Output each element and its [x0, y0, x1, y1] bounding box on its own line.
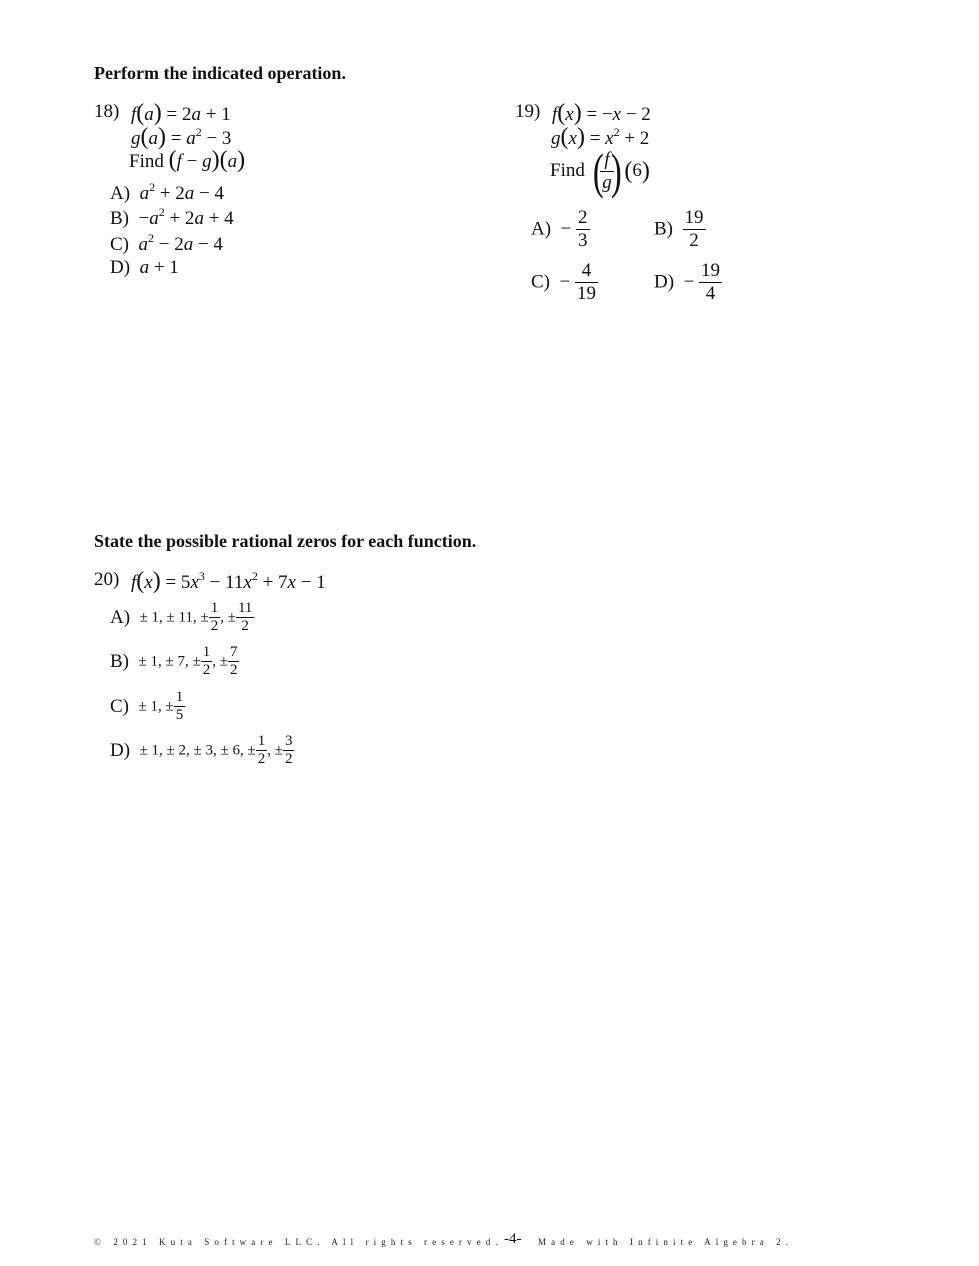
footer-copyright: © 2021 Kuta Software LLC. All rights reserved.	[94, 1237, 503, 1247]
find-expression: Find ( $\frac{f}{g}$ ) (6)	[550, 143, 650, 199]
choice-label: D)	[110, 739, 131, 761]
question-number: 18)	[94, 101, 120, 122]
choice-d[interactable]: D) ± 1, ± 2, ± 3, ± 6, ± $\frac{1}{2}$ , ± $\frac{3}{2}$	[110, 733, 293, 768]
find-label: Find	[129, 151, 164, 172]
choice-b[interactable]: B) $\frac{19}{2}$	[654, 207, 704, 251]
function-g-definition: $g(a) = a^2 - 3$	[131, 124, 232, 150]
find-expression: Find (f − g)(a)	[129, 147, 246, 173]
choice-b[interactable]: $B) -a^2 + 2a + 4$	[110, 205, 234, 229]
choice-a[interactable]: A) − $\frac{2}{3}$	[531, 207, 588, 251]
choice-a[interactable]: A) $a^2 + 2a - 4$	[110, 180, 224, 204]
choice-d[interactable]: D) a + 1	[110, 257, 179, 278]
choice-label: C)	[110, 234, 129, 255]
function-g-definition: $g(x) = x^2 + 2$	[551, 124, 650, 150]
choice-label: A)	[531, 218, 552, 240]
function-f-definition: f(a) = 2a + 1	[131, 100, 231, 126]
question-number: 20)	[94, 569, 120, 590]
choice-d[interactable]: D) − $\frac{19}{4}$	[654, 260, 721, 304]
find-argument: 6	[632, 160, 642, 181]
choice-a[interactable]: A) ± 1, ± 11, ± $\frac{1}{2}$ , ± $\frac{11}{2}$	[110, 600, 253, 635]
page-number: -4-	[504, 1231, 522, 1247]
choice-label: B)	[654, 218, 673, 240]
section-heading-operations: Perform the indicated operation.	[94, 63, 346, 83]
choice-b[interactable]: B) ± 1, ± 7, ± $\frac{1}{2}$ , ± $\frac{7}{2}$	[110, 644, 238, 679]
choice-label: A)	[110, 183, 131, 204]
question-number: 19)	[515, 101, 541, 122]
choice-label: D)	[654, 271, 675, 293]
function-f-definition: f(x) = −x − 2	[552, 100, 651, 126]
choice-c[interactable]: C) $a^2 - 2a - 4$	[110, 231, 223, 255]
choice-c[interactable]: C) ± 1, ± $\frac{1}{5}$	[110, 689, 184, 724]
choice-label: B)	[110, 650, 129, 672]
choice-label: D)	[110, 257, 131, 278]
function-definition: $f(x) = 5x^3 - 11x^2 + 7x - 1$	[131, 568, 326, 594]
choice-c[interactable]: C) − $\frac{4}{19}$	[531, 260, 596, 304]
footer-made-with: Made with Infinite Algebra 2.	[538, 1237, 794, 1247]
find-label: Find	[550, 160, 585, 181]
choice-label: A)	[110, 606, 131, 628]
choice-label: B)	[110, 208, 129, 229]
section-heading-rational-zeros: State the possible rational zeros for each function.	[94, 531, 477, 551]
choice-label: C)	[531, 271, 550, 293]
choice-label: C)	[110, 695, 129, 717]
